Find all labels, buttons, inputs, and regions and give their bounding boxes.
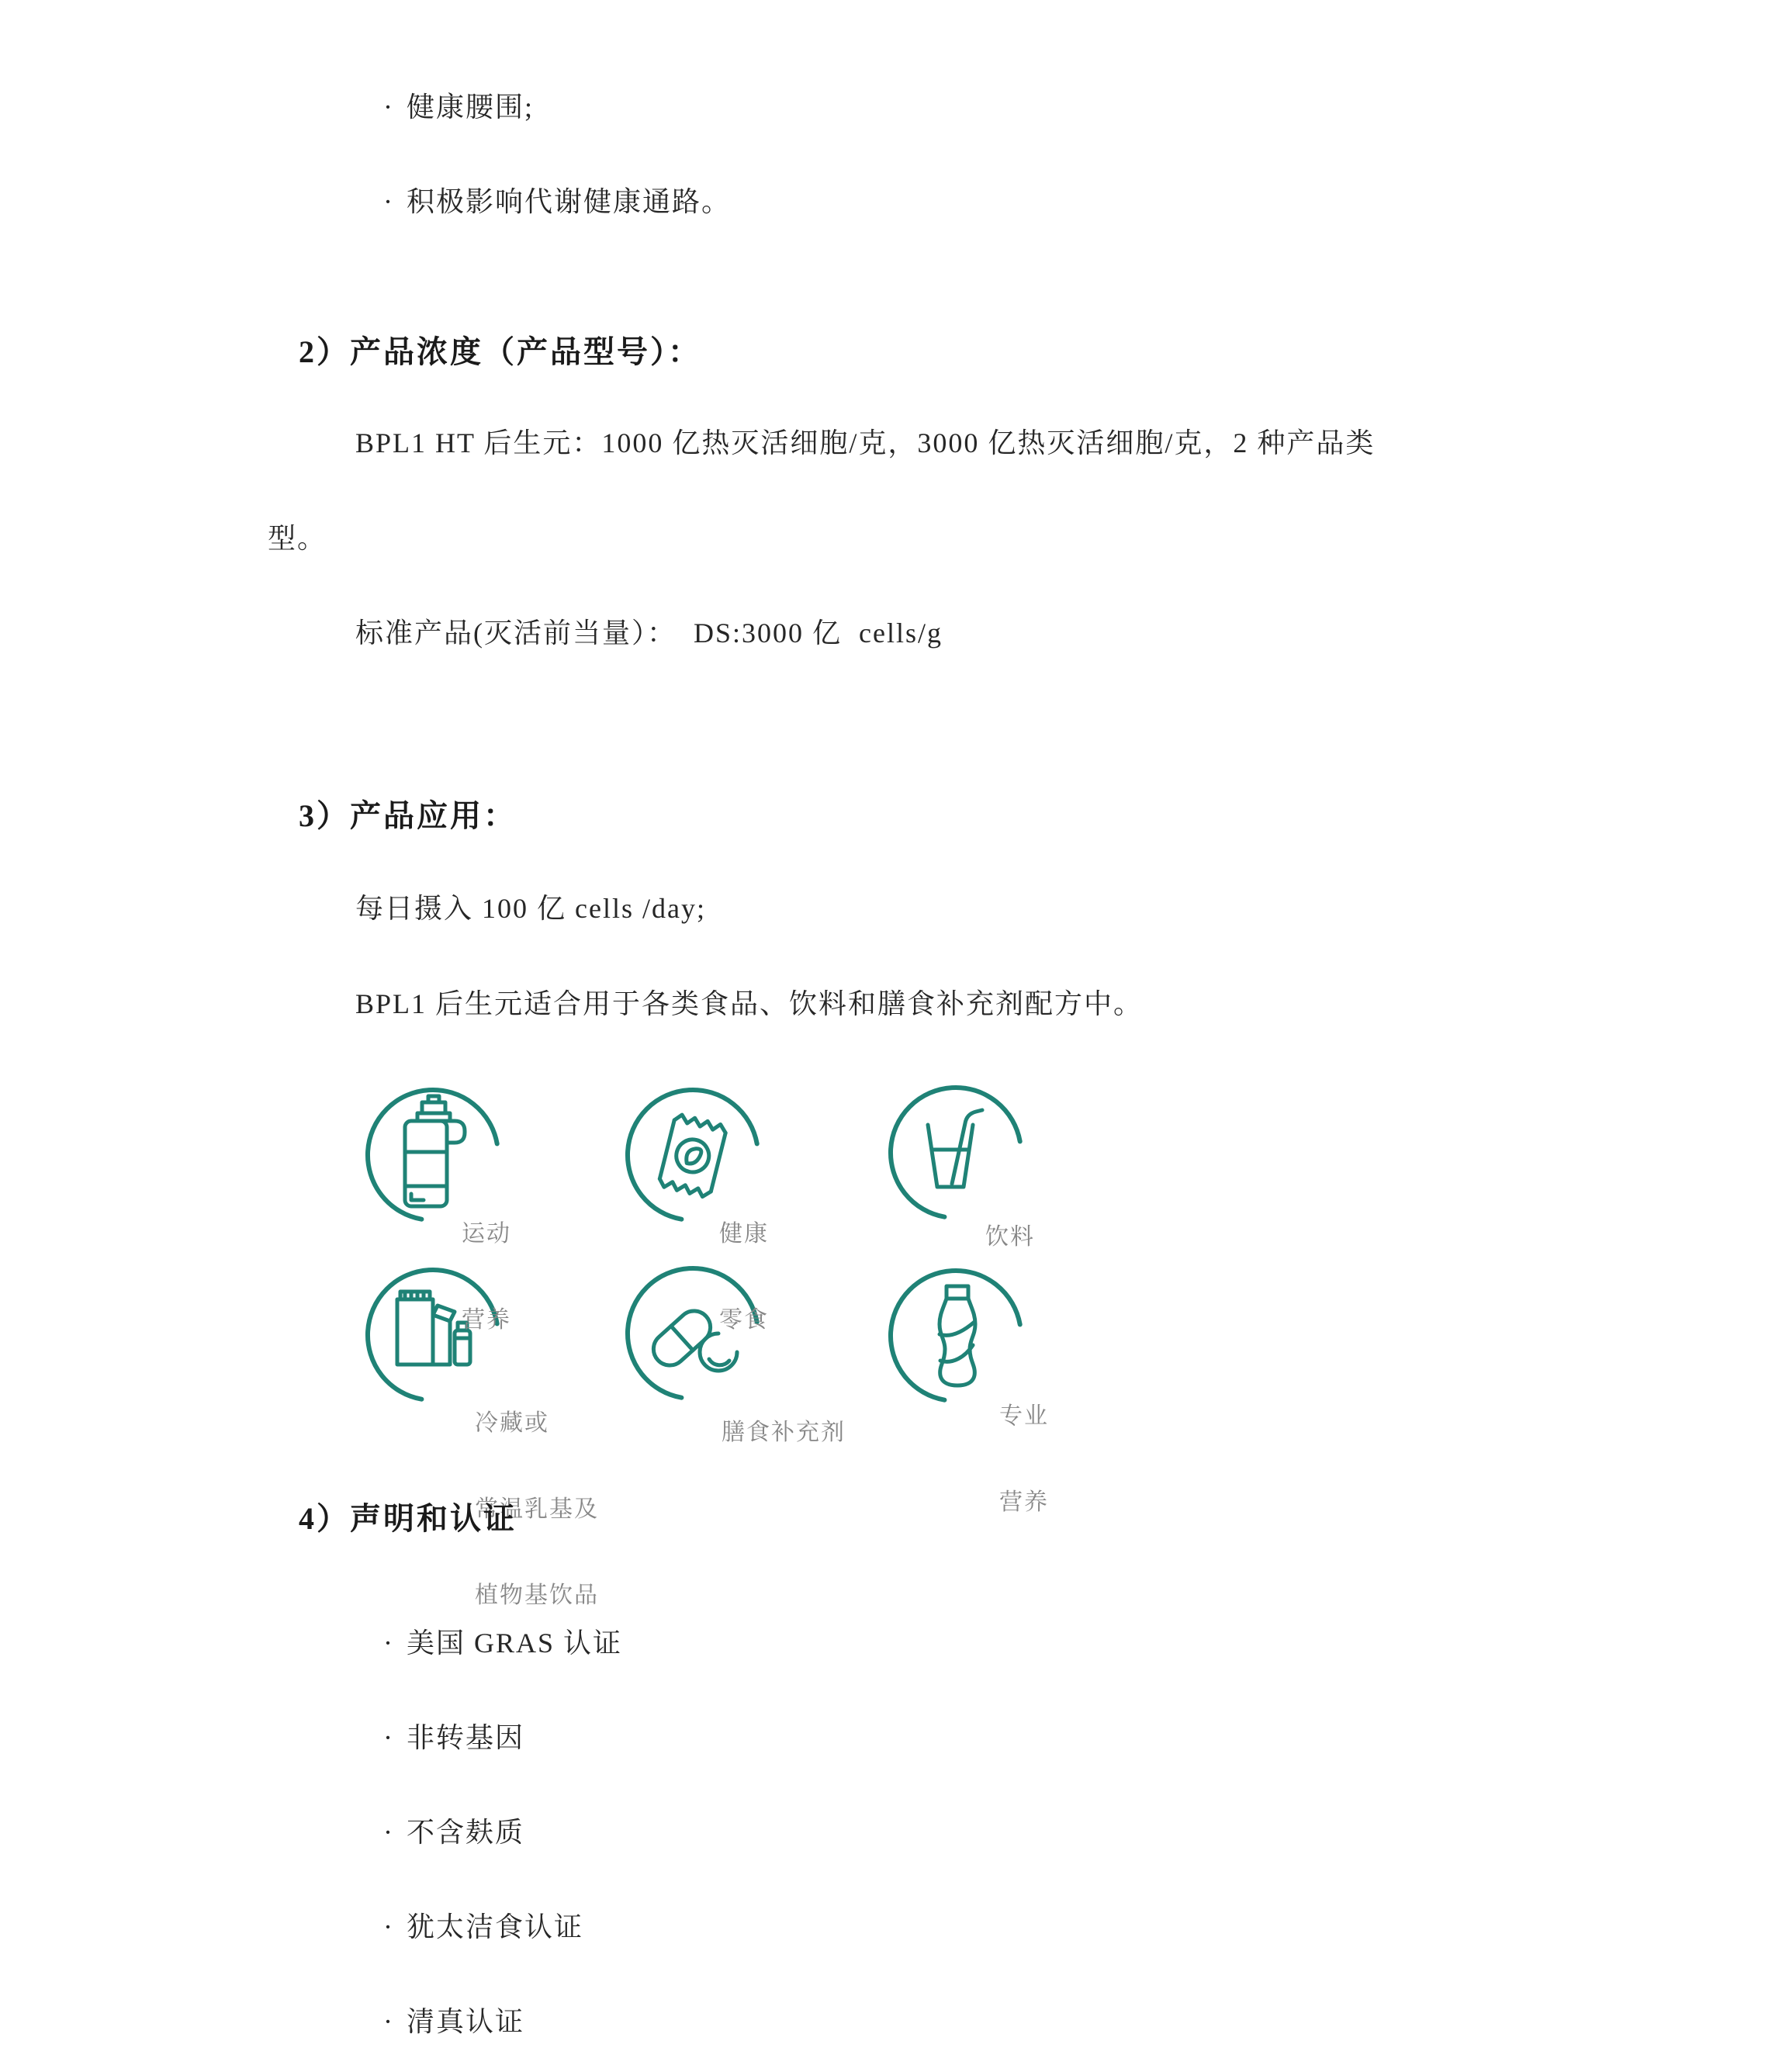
cert-bullet-4 — [349, 1873, 583, 1977]
bullet-dot: · — [383, 2006, 394, 2037]
bullet-dot: · — [383, 186, 394, 217]
cert-bullet-5 — [349, 1967, 524, 2072]
cert-bullet-2 — [349, 1683, 524, 1788]
cert-bullet-3-text: 不含麸质 — [407, 1817, 525, 1848]
application-label-dietary-supplements — [722, 1361, 846, 1504]
application-label-beverages — [985, 1165, 1035, 1309]
section3-body-line2: BPL1 后生元适合用于各类食品、饮料和膳食补充剂配方中。 — [355, 988, 1144, 1019]
bullet-dot: · — [383, 1911, 394, 1942]
cert-bullet-3 — [349, 1778, 524, 1883]
intro-bullet-2 — [349, 147, 731, 252]
label-line: 营养 — [999, 1489, 1049, 1515]
intro-bullet-1-text: 健康腰围; — [407, 92, 535, 123]
cert-bullet-1-text: 美国 GRAS 认证 — [407, 1628, 623, 1659]
label-line: 专业 — [999, 1403, 1049, 1429]
cert-bullet-5-text: 清真认证 — [407, 2006, 525, 2037]
cert-bullet-4-text: 犹太洁食认证 — [407, 1911, 584, 1942]
section4-heading: 4）声明和认证 — [299, 1501, 517, 1536]
label-line: 植物基饮品 — [475, 1583, 599, 1608]
section2-body-line1: BPL1 HT 后生元：1000 亿热灭活细胞/克，3000 亿热灭活细胞/克，2 种产品类 — [355, 427, 1376, 458]
label-line: 常温乳基及 — [475, 1496, 599, 1522]
bullet-dot: · — [383, 1817, 394, 1848]
bullet-dot: · — [383, 1722, 394, 1753]
cert-bullet-1 — [349, 1589, 622, 1693]
bullet-dot: · — [383, 92, 394, 123]
section2-body-line2: 型。 — [268, 523, 327, 554]
application-label-professional-nutrition — [999, 1344, 1049, 1574]
section3-heading: 3）产品应用： — [299, 798, 517, 833]
intro-bullet-1 — [349, 53, 534, 157]
application-label-healthy-snacks — [719, 1162, 769, 1392]
section3-body-line1: 每日摄入 100 亿 cells /day; — [355, 893, 706, 924]
label-line: 运动 — [462, 1221, 511, 1247]
label-line: 膳食补充剂 — [722, 1420, 846, 1445]
label-line: 冷藏或 — [475, 1410, 549, 1436]
intro-bullet-2-text: 积极影响代谢健康通路。 — [407, 186, 732, 217]
label-line: 零食 — [719, 1307, 769, 1333]
label-line: 营养 — [462, 1307, 511, 1333]
section2-heading: 2）产品浓度（产品型号）： — [299, 334, 701, 369]
section2-body-line3: 标准产品(灭活前当量）： DS:3000 亿 cells/g — [355, 617, 943, 649]
label-line: 健康 — [719, 1221, 769, 1247]
label-line: 饮料 — [985, 1224, 1035, 1250]
cert-bullet-2-text: 非转基因 — [407, 1722, 525, 1753]
bullet-dot: · — [383, 1628, 394, 1659]
